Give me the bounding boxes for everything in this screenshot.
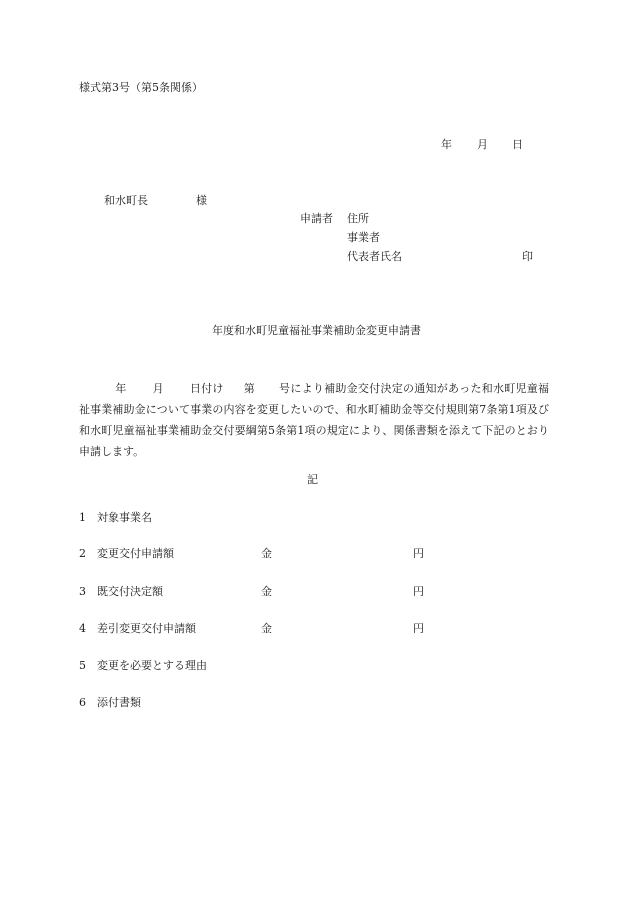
ki-heading: 記 bbox=[307, 473, 318, 486]
body-paragraph bbox=[79, 378, 549, 462]
addressee-honorific: 様 bbox=[196, 194, 207, 207]
item-1-label: 対象事業名 bbox=[97, 511, 152, 524]
body-number-prefix: 第 bbox=[243, 382, 256, 395]
item-1-num: 1 bbox=[79, 511, 86, 524]
date-day-label: 日 bbox=[512, 138, 523, 151]
item-5-label: 変更を必要とする理由 bbox=[97, 659, 207, 672]
item-3-num: 3 bbox=[79, 585, 86, 598]
addressee-name: 和水町長 bbox=[104, 194, 148, 207]
item-2-yen: 円 bbox=[413, 547, 424, 560]
date-year-label: 年 bbox=[441, 138, 452, 151]
body-day-label: 日付け bbox=[189, 382, 224, 395]
body-year-label: 年 bbox=[115, 382, 127, 395]
item-6-label: 添付書類 bbox=[97, 696, 141, 709]
item-2-label: 変更交付申請額 bbox=[97, 547, 174, 560]
body-text: 号により補助金交付決定の通知があった和水町児童福祉事業補助金について事業の内容を変更したいので、和水町補助金等交付規則第7条第1項及び和水町児童福祉事業補助金交付要綱第5条第1項の規定により、関係書類を添えて下記のとおり申請します。 bbox=[79, 382, 550, 458]
item-4-kin: 金 bbox=[261, 622, 272, 635]
item-4-yen: 円 bbox=[413, 622, 424, 635]
item-5-num: 5 bbox=[79, 659, 86, 672]
item-2-kin: 金 bbox=[261, 547, 272, 560]
item-3-label: 既交付決定額 bbox=[97, 585, 163, 598]
applicant-label: 申請者 bbox=[300, 212, 333, 225]
item-3-yen: 円 bbox=[413, 585, 424, 598]
item-6-num: 6 bbox=[79, 696, 86, 709]
form-id: 様式第3号（第5条関係） bbox=[79, 81, 203, 94]
item-4-num: 4 bbox=[79, 622, 86, 635]
body-month-label: 月 bbox=[152, 382, 164, 395]
item-2-num: 2 bbox=[79, 547, 86, 560]
item-3-kin: 金 bbox=[261, 585, 272, 598]
seal-mark: 印 bbox=[522, 250, 533, 263]
representative-label: 代表者氏名 bbox=[347, 250, 402, 263]
item-4-label: 差引変更交付申請額 bbox=[97, 622, 196, 635]
date-month-label: 月 bbox=[477, 138, 488, 151]
address-label: 住所 bbox=[347, 212, 369, 225]
document-title: 年度和水町児童福祉事業補助金変更申請書 bbox=[212, 324, 421, 337]
business-label: 事業者 bbox=[347, 231, 380, 244]
